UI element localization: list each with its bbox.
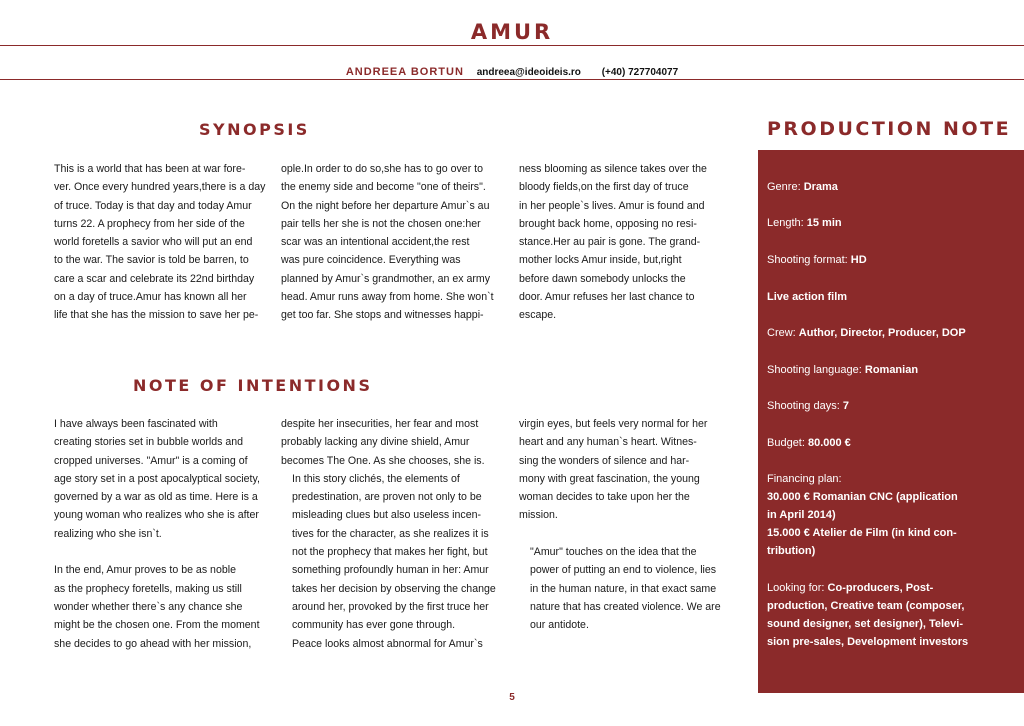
type-row: Live action film: [767, 291, 848, 303]
text-line: something profoundly human in her: Amur: [292, 564, 489, 577]
text-line: ver. Once every hundred years,there is a day: [54, 181, 266, 194]
looking-for-block: Looking for: Co-producers, Post- production, Creative team (composer, sound designer, set designer), Televi- sion pre-sales, Development investors: [767, 582, 969, 648]
text-line: I have always been fascinated with: [54, 418, 218, 430]
synopsis-column-2: [281, 160, 509, 325]
text-line: to the war. The savior is told be barren, to: [54, 254, 249, 267]
text-line: woman decides to take upon her the: [519, 491, 690, 504]
length-row: Length: 15 min: [767, 217, 842, 229]
genre-row: Genre: Drama: [767, 181, 838, 193]
text-line: realizing who she isn`t.: [54, 527, 162, 540]
text-line: escape.: [519, 309, 557, 322]
text-line: Peace looks almost abnormal for Amur`s: [292, 637, 483, 650]
contact-phone: (+40) 727704077: [601, 67, 679, 78]
text-line: scar was an intentional accident,the rest: [281, 236, 470, 249]
text-line: around her, provoked by the first truce her: [292, 600, 489, 613]
text-line: in the human nature, in that exact same: [530, 582, 717, 595]
text-line: of truce. Today is that day and today Amur: [54, 199, 252, 212]
text-line: head. Amur runs away from home. She won`t: [281, 291, 494, 304]
text-line: stance.Her au pair is gone. The grand-: [519, 236, 701, 249]
intentions-column-3: [519, 415, 734, 635]
text-line: power of putting an end to violence, lies: [530, 564, 717, 577]
text-line: cropped universes. "Amur" is a coming of: [54, 454, 248, 467]
text-line: mission.: [519, 509, 558, 522]
header-rule-top: [0, 45, 1024, 46]
text-line: life that she has the mission to save her pe-: [54, 309, 259, 322]
text-line: takes her decision by observing the change: [292, 582, 496, 595]
text-line: turns 22. A prophecy from her side of the: [54, 217, 245, 230]
language-row: Shooting language: Romanian: [767, 364, 919, 376]
budget-row: Budget: 80.000 €: [767, 437, 851, 449]
text-line: In the end, Amur proves to be as noble: [54, 564, 236, 577]
text-line: despite her insecurities, her fear and most: [281, 418, 479, 430]
text-line: mony with great fascination, the young: [519, 472, 700, 485]
text-line: creating stories set in bubble worlds and: [54, 436, 244, 449]
text-line: pair tells her she is not the chosen one:her: [281, 217, 481, 230]
text-line: nature that has created violence. We are: [530, 600, 721, 613]
contact-email: andreea@ideoideis.ro: [476, 67, 581, 78]
text-line: ness blooming as silence takes over the: [519, 163, 707, 175]
text-line: age story set in a post apocalyptical society,: [54, 472, 260, 485]
text-line: In this story clichés, the elements of: [292, 472, 460, 485]
text-line: the enemy side and become "one of theirs".: [281, 181, 486, 194]
text-line: world foretells a savior who will put an end: [54, 236, 253, 249]
days-row: Shooting days: 7: [767, 400, 849, 412]
text-line: ople.In order to do so,she has to go over to: [281, 163, 484, 175]
text-line: tives for the character, as she realizes it is: [292, 527, 489, 540]
intentions-column-1: [43, 415, 273, 653]
text-line: get too far. She stops and witnesses happi-: [281, 309, 484, 322]
text-line: in her people`s lives. Amur is found and: [519, 199, 705, 212]
text-line: on a day of truce.Amur has known all her: [54, 291, 247, 304]
text-line: virgin eyes, but feels very normal for her: [519, 418, 708, 430]
author-name: ANDREEA BORTUN: [345, 66, 464, 78]
synopsis-heading: SYNOPSIS: [199, 120, 310, 139]
text-line: as the prophecy foretells, making us still: [54, 582, 242, 595]
crew-row: Crew: Author, Director, Producer, DOP: [767, 327, 966, 339]
production-note-panel: [758, 150, 1024, 693]
text-line: This is a world that has been at war fore-: [54, 163, 246, 175]
text-line: misleading clues but also useless incen-: [292, 509, 482, 522]
contact-line: [0, 66, 1024, 78]
format-row: Shooting format: HD: [767, 254, 867, 266]
text-line: brought back home, opposing no resi-: [519, 217, 697, 230]
text-line: planned by Amur`s grandmother, an ex army: [281, 272, 491, 285]
text-line: young woman who realizes who she is after: [54, 509, 259, 522]
text-line: probably lacking any divine shield, Amur: [281, 436, 470, 449]
production-heading: PRODUCTION NOTE: [767, 118, 1012, 140]
text-line: care a scar and celebrate its 22nd birthday: [54, 272, 255, 285]
text-line: sing the wonders of silence and har-: [519, 454, 690, 467]
text-line: might be the chosen one. From the moment: [54, 619, 260, 632]
text-line: door. Amur refuses her last chance to: [519, 291, 695, 304]
text-line: wonder whether there`s any chance she: [54, 600, 243, 613]
text-line: On the night before her departure Amur`s au: [281, 199, 490, 212]
text-line: bloody fields,on the first day of truce: [519, 181, 689, 194]
text-line: our antidote.: [530, 619, 589, 632]
text-line: becomes The One. As she chooses, she is.: [281, 454, 485, 467]
text-line: before dawn somebody unlocks the: [519, 272, 686, 285]
document-title: AMUR: [470, 20, 554, 44]
text-line: was pure coincidence. Everything was: [281, 254, 461, 267]
intentions-column-2: [281, 415, 509, 653]
intentions-heading: NOTE OF INTENTIONS: [133, 376, 373, 395]
text-line: heart and any human`s heart. Witnes-: [519, 436, 697, 449]
text-line: predestination, are proven not only to be: [292, 491, 482, 504]
text-line: she decides to go ahead with her mission,: [54, 637, 252, 650]
text-line: mother locks Amur inside, but,right: [519, 254, 682, 267]
header-rule-bottom: [0, 79, 1024, 80]
page-number: 5: [509, 692, 515, 703]
synopsis-column-1: [43, 160, 268, 325]
text-line: "Amur" touches on the idea that the: [530, 546, 697, 559]
text-line: not the prophecy that makes her fight, but: [292, 546, 488, 559]
text-line: governed by a war as old as time. Here is a: [54, 491, 258, 504]
synopsis-column-3: [519, 160, 729, 325]
text-line: community has ever gone through.: [292, 619, 456, 632]
financing-block: Financing plan: 30.000 € Romanian CNC (application in April 2014) 15.000 € Atelier de Film (in kind con- tribution): [767, 473, 958, 557]
